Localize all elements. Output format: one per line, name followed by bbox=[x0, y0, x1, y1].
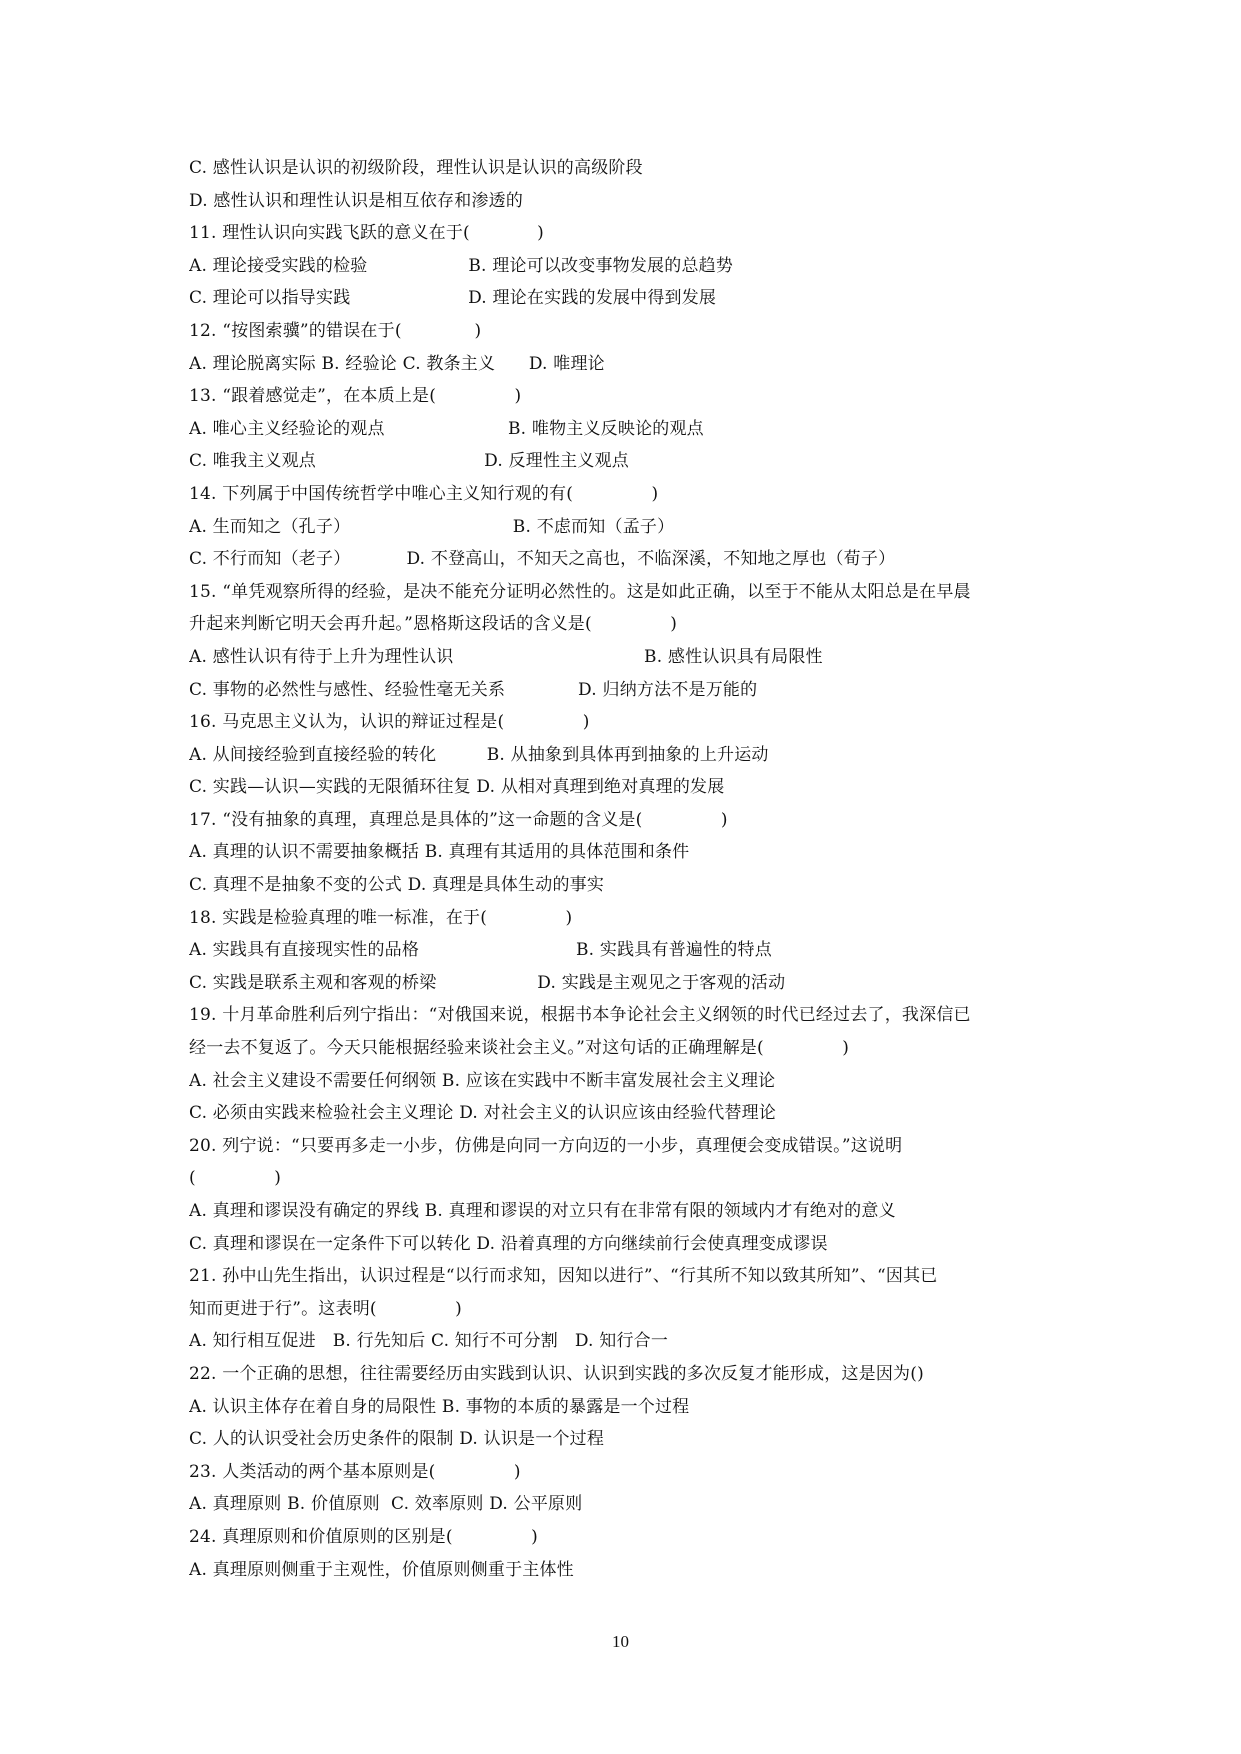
option-line: A. 唯心主义经验论的观点 B. 唯物主义反映论的观点 bbox=[189, 418, 704, 439]
option-line: A. 感性认识有待于上升为理性认识 B. 感性认识具有局限性 bbox=[189, 646, 823, 667]
page-number: 10 bbox=[612, 1632, 629, 1651]
question-line: 升起来判断它明天会再升起。”恩格斯这段话的含义是( ) bbox=[189, 614, 678, 635]
question-line: 24. 真理原则和价值原则的区别是( ) bbox=[189, 1526, 538, 1547]
question-line: 22. 一个正确的思想，往往需要经历由实践到认识、认识到实践的多次反复才能形成，这是因为() bbox=[189, 1363, 924, 1384]
option-line: A. 真理原则 B. 价值原则 C. 效率原则 D. 公平原则 bbox=[189, 1494, 583, 1515]
question-line: 知而更进于行”。这表明( ) bbox=[189, 1298, 463, 1319]
question-text-block bbox=[189, 152, 1069, 1586]
option-line: C. 实践—认识—实践的无限循环往复 D. 从相对真理到绝对真理的发展 bbox=[189, 777, 725, 798]
text-line: C. 感性认识是认识的初级阶段，理性认识是认识的高级阶段 bbox=[189, 158, 643, 178]
question-line: 20. 列宁说：“只要再多走一小步，仿佛是向同一方向迈的一小步，真理便会变成错误。”这说明 bbox=[189, 1135, 903, 1156]
option-line: C. 实践是联系主观和客观的桥梁 D. 实践是主观见之于客观的活动 bbox=[189, 972, 786, 993]
option-line: C. 唯我主义观点 D. 反理性主义观点 bbox=[189, 451, 629, 472]
option-line: A. 从间接经验到直接经验的转化 B. 从抽象到具体再到抽象的上升运动 bbox=[189, 744, 769, 765]
option-line: C. 真理不是抽象不变的公式 D. 真理是具体生动的事实 bbox=[189, 875, 605, 896]
option-line: A. 实践具有直接现实性的品格 B. 实践具有普遍性的特点 bbox=[189, 940, 772, 961]
question-line: 18. 实践是检验真理的唯一标准，在于( ) bbox=[189, 907, 573, 928]
text-line: D. 感性认识和理性认识是相互依存和渗透的 bbox=[189, 190, 524, 211]
question-line: 23. 人类活动的两个基本原则是( ) bbox=[189, 1461, 521, 1482]
option-line: C. 人的认识受社会历史条件的限制 D. 认识是一个过程 bbox=[189, 1429, 605, 1450]
question-line: 19. 十月革命胜利后列宁指出：“对俄国来说，根据书本争论社会主义纲领的时代已经过去了，我深信已 bbox=[189, 1005, 971, 1026]
question-line: 16. 马克思主义认为，认识的辩证过程是( ) bbox=[189, 712, 590, 733]
option-line: C. 必须由实践来检验社会主义理论 D. 对社会主义的认识应该由经验代替理论 bbox=[189, 1103, 777, 1124]
question-line: 13. “跟着感觉走”，在本质上是( ) bbox=[189, 386, 522, 407]
question-line: ( ) bbox=[189, 1168, 282, 1189]
option-line: A. 理论接受实践的检验 B. 理论可以改变事物发展的总趋势 bbox=[189, 255, 734, 276]
option-line: C. 事物的必然性与感性、经验性毫无关系 D. 归纳方法不是万能的 bbox=[189, 679, 758, 700]
question-line: 12. “按图索骥”的错误在于( ) bbox=[189, 320, 482, 341]
option-line: A. 真理原则侧重于主观性，价值原则侧重于主体性 bbox=[189, 1559, 574, 1580]
option-line: A. 知行相互促进 B. 行先知后 C. 知行不可分割 D. 知行合一 bbox=[189, 1331, 669, 1352]
question-line: 21. 孙中山先生指出，认识过程是“以行而求知，因知以进行”、“行其所不知以致其所知”、“因其已 bbox=[189, 1266, 938, 1287]
option-line: A. 理论脱离实际 B. 经验论 C. 教条主义 D. 唯理论 bbox=[189, 353, 605, 374]
question-line: 15. “单凭观察所得的经验，是决不能充分证明必然性的。这是如此正确，以至于不能从太阳总是在早晨 bbox=[189, 581, 971, 602]
option-line: A. 社会主义建设不需要任何纲领 B. 应该在实践中不断丰富发展社会主义理论 bbox=[189, 1070, 776, 1091]
question-line: 17. “没有抽象的真理，真理总是具体的”这一命题的含义是( ) bbox=[189, 809, 728, 830]
question-line: 14. 下列属于中国传统哲学中唯心主义知行观的有( ) bbox=[189, 483, 659, 504]
option-line: A. 生而知之（孔子） B. 不虑而知（孟子） bbox=[189, 516, 675, 537]
option-line: A. 真理的认识不需要抽象概括 B. 真理有其适用的具体范围和条件 bbox=[189, 842, 690, 863]
option-line: A. 真理和谬误没有确定的界线 B. 真理和谬误的对立只有在非常有限的领域内才有绝对的意义 bbox=[189, 1201, 896, 1221]
option-line: C. 理论可以指导实践 D. 理论在实践的发展中得到发展 bbox=[189, 288, 717, 309]
question-line: 11. 理性认识向实践飞跃的意义在于( ) bbox=[189, 223, 544, 244]
option-line: C. 真理和谬误在一定条件下可以转化 D. 沿着真理的方向继续前行会使真理变成谬误 bbox=[189, 1233, 828, 1254]
question-line: 经一去不复返了。今天只能根据经验来谈社会主义。”对这句话的正确理解是( ) bbox=[189, 1038, 850, 1059]
option-line: A. 认识主体存在着自身的局限性 B. 事物的本质的暴露是一个过程 bbox=[189, 1396, 690, 1417]
option-line: C. 不行而知（老子） D. 不登高山，不知天之高也，不临深溪，不知地之厚也（荀子） bbox=[189, 549, 896, 570]
